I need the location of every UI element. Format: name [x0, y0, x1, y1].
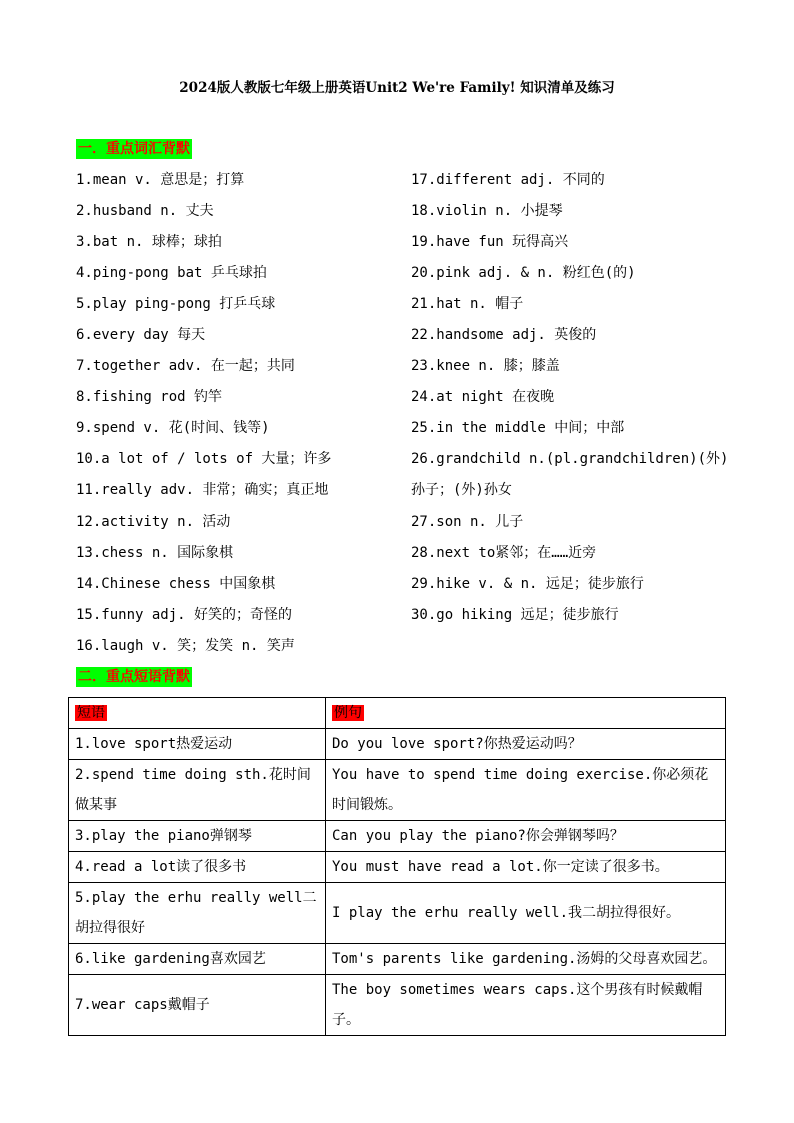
- table-row: [69, 821, 726, 852]
- table-row: [69, 729, 726, 760]
- vocab-item: 11.really adv. 非常；确实；真正地: [76, 482, 329, 498]
- table-row: [69, 944, 726, 975]
- phrase-cell: 6.like gardening喜欢园艺: [69, 944, 326, 975]
- example-cell: Can you play the piano?你会弹钢琴吗？: [326, 821, 726, 852]
- vocab-item: 2.husband n. 丈夫: [76, 203, 214, 219]
- vocab-item: 21.hat n. 帽子: [411, 296, 524, 312]
- vocab-item-continued: 孙子；(外)孙女: [411, 482, 512, 498]
- table-row: [69, 975, 726, 1036]
- vocab-item: 6.every day 每天: [76, 327, 206, 343]
- vocab-item: 3.bat n. 球棒；球拍: [76, 234, 222, 250]
- table-row: [69, 852, 726, 883]
- example-cell: Tom's parents like gardening.汤姆的父母喜欢园艺。: [326, 944, 726, 975]
- phrase-cell: 3.play the piano弹钢琴: [69, 821, 326, 852]
- vocab-item: 18.violin n. 小提琴: [411, 203, 563, 219]
- example-cell: Do you love sport?你热爱运动吗？: [326, 729, 726, 760]
- table-header-cell: [69, 698, 326, 729]
- vocab-item: 12.activity n. 活动: [76, 514, 231, 530]
- table-header-cell: [326, 698, 726, 729]
- vocab-item: 22.handsome adj. 英俊的: [411, 327, 597, 343]
- document-title: 2024版人教版七年级上册英语Unit2 We're Family! 知识清单及练习: [179, 80, 615, 96]
- table-row: [69, 760, 726, 821]
- vocab-item: 30.go hiking 远足；徒步旅行: [411, 607, 619, 623]
- phrase-table: [68, 697, 726, 1036]
- vocab-item: 27.son n. 儿子: [411, 514, 524, 530]
- vocab-item: 7.together adv. 在一起；共同: [76, 358, 295, 374]
- vocab-item: 1.mean v. 意思是；打算: [76, 172, 245, 188]
- vocab-item: 29.hike v. & n. 远足；徒步旅行: [411, 576, 644, 592]
- vocab-item: 9.spend v. 花(时间、钱等): [76, 420, 270, 436]
- vocab-item: 15.funny adj. 好笑的；奇怪的: [76, 607, 293, 623]
- vocab-item: 28.next to紧邻；在……近旁: [411, 545, 597, 561]
- vocab-item: 26.grandchild n.(pl.grandchildren)(外): [411, 451, 729, 467]
- example-cell: The boy sometimes wears caps.这个男孩有时候戴帽子。: [326, 975, 726, 1036]
- vocab-item: 8.fishing rod 钓竿: [76, 389, 223, 405]
- phrase-cell: 5.play the erhu really well二胡拉得很好: [69, 883, 326, 944]
- example-cell: You must have read a lot.你一定读了很多书。: [326, 852, 726, 883]
- table-row: [69, 883, 726, 944]
- phrase-cell: 2.spend time doing sth.花时间做某事: [69, 760, 326, 821]
- vocab-item: 17.different adj. 不同的: [411, 172, 605, 188]
- vocab-item: 4.ping-pong bat 乒乓球拍: [76, 265, 267, 281]
- phrase-cell: 7.wear caps戴帽子: [69, 975, 326, 1036]
- vocab-item: 19.have fun 玩得高兴: [411, 234, 569, 250]
- vocab-item: 16.laugh v. 笑；发笑 n. 笑声: [76, 638, 295, 654]
- example-cell: You have to spend time doing exercise.你必须花时间锻炼。: [326, 760, 726, 821]
- section-heading-vocabulary: 一．重点词汇背默: [78, 141, 190, 157]
- header-phrase: 短语: [77, 705, 105, 721]
- vocab-item: 23.knee n. 膝；膝盖: [411, 358, 560, 374]
- vocab-item: 20.pink adj. & n. 粉红色(的): [411, 265, 636, 281]
- table-header-row: [69, 698, 726, 729]
- example-cell: I play the erhu really well.我二胡拉得很好。: [326, 883, 726, 944]
- vocab-item: 24.at night 在夜晚: [411, 389, 555, 405]
- vocab-item: 25.in the middle 中间；中部: [411, 420, 625, 436]
- vocab-item: 13.chess n. 国际象棋: [76, 545, 234, 561]
- section-heading-phrases: 二．重点短语背默: [78, 669, 190, 685]
- vocab-item: 5.play ping-pong 打乒乓球: [76, 296, 276, 312]
- phrase-cell: 1.love sport热爱运动: [69, 729, 326, 760]
- vocab-item: 14.Chinese chess 中国象棋: [76, 576, 276, 592]
- header-example: 例句: [334, 705, 362, 721]
- vocab-item: 10.a lot of / lots of 大量；许多: [76, 451, 332, 467]
- phrase-cell: 4.read a lot读了很多书: [69, 852, 326, 883]
